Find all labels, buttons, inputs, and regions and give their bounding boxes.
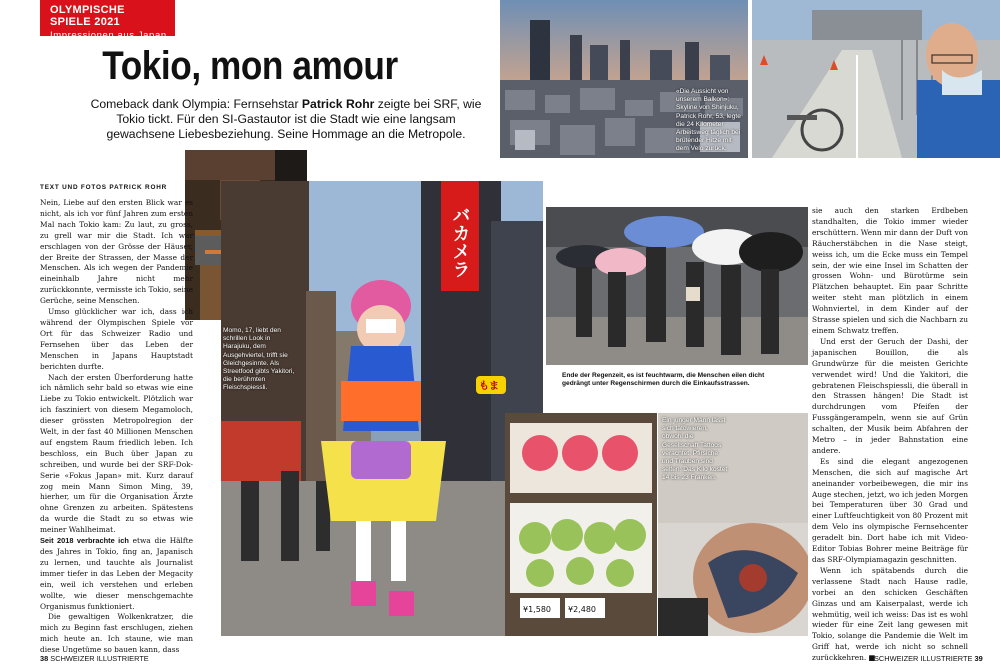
momo-caption: Momo, 17, liebt den schrillen Look in Harajuku, dem Ausgehviertel, trifft sie Gleichgesinnte. Als Streetfood gibts Yakitori, die berühmten Fleischspiessli. <box>223 327 295 392</box>
paragraph-lead-in: Seit 2018 verbrachte ich <box>40 536 129 546</box>
page-number-left: 38 <box>40 654 49 663</box>
folio-left <box>40 654 149 663</box>
folio-right <box>874 654 983 663</box>
paragraph: Nein, Liebe auf den ersten Blick war es nicht, als ich vor fünf Jahren zum ersten Mal nach Tokio kam: Zu laut, zu gross, zu grell war mir die Stadt. Ich war erschlagen von der Grösse der Häuser, der Breite der Strassen, der Masse der Menschen. Als ich wegen der Pandemie eineinhalb Jahre nicht mehr zurückkonnte, vermisste ich Tokio, seine Gerüche, seine Menschen. <box>40 198 193 306</box>
body-column-left <box>40 198 193 656</box>
lead-text-start: Comeback dank Olympia: Fernsehstar <box>90 97 302 111</box>
lead-author-name: Patrick Rohr <box>301 97 375 111</box>
lead-paragraph <box>88 97 484 142</box>
price-tag-1: ¥1,580 <box>523 605 551 614</box>
paragraph: Und erst der Geruch der Dashi, der japanischen Bouillon, die als Grundwürze für die meisten Gerichte verwendet wird! Und die Yakitori, die gebratenen Fleischspiessli, die überall in den Strassen hängen! Die Stadt ist durchdrungen vom Pfeifen der Fussgängerampeln, wenn sie auf Grün schalten, der Musik beim Abfahren der Metro – in jeder Bahnstation eine andere. <box>812 336 968 455</box>
body-column-right <box>812 206 968 664</box>
paragraph: Es sind die elegant angezogenen Menschen, die sich auf magische Art aneinander vorbeibewegen, die mir ins Auge stechen, jetzt, wo ich jeden Morgen bei Temperaturen über 30 Grad und einer Luftfeuchtigkeit von 80 Prozent mit dem Velo ins olympische Fernsehcenter geradelt bin. Dort habe ich mit Video-Editor Tobias Bohrer meine Beiträge für das SRF-Olympiamagazin geschnitten. <box>812 456 968 564</box>
paragraph: Nach der ersten Überforderung hatte ich nämlich sehr bald so etwas wie eine Liebe zu Tokio entwickelt. Plötzlich war ich fasziniert von diesem Megamoloch, dieser grössten Metropolregion der Welt, in der fast 40 Millionen Menschen auf engstem Raum friedlich leben. Ich beschloss, ein Buch über Japan zu schreiben, und wurde bei der SRF-Dok-Serie «Fokus Japan» mit. Kurz darauf zog mein Mann Simon Ming, 39, hierher, um für die Organisation Ärzte ohne Grenzen zu arbeiten. Spätestens da wurde die Stadt zu so etwas wie meiner Wahlheimat. <box>40 372 193 535</box>
tattoo-caption: Ein junger Mann lässt sich tätowieren, obwohl die Gesellschaft Tattoos verachtet. Pfirsiche und Trauben sind selten: Das Kilo kostet 14 bis 23 Franken. <box>662 417 728 482</box>
kicker-title: OLYMPISCHE SPIELE 2021 <box>50 4 125 28</box>
paragraph <box>40 536 193 612</box>
momo-photo <box>221 181 543 636</box>
paragraph: sie auch den starken Erdbeben standhalten, die Tokio immer wieder erschüttern. Wenn mir dann der Duft von Räucherstäbchen in die Nase steigt, weiss ich, um die Ecke muss ein Tempel sein, der wie eine Insel im Schatten der grossen Wohn- und Bürotürme sein Plätzchen behauptet. Ein paar Schritte weiter steht man plötzlich in einem Wohnviertel, in dem Kinder auf der Strasse spielen und sich die Nachbarn zu einem Schwatz treffen. <box>812 206 968 335</box>
magazine-name-right: SCHWEIZER ILLUSTRIERTE <box>874 654 973 663</box>
badge-text: もま <box>479 381 499 392</box>
lead-text-end: zeigte bei SRF, wie Tokio tickt. Für den SI-Gastautor ist die Stadt wie eine langsam gewachsene Liebesbeziehung. Seine Hommage an die Metropole. <box>106 97 482 141</box>
section-kicker <box>40 0 175 41</box>
umbrellas-caption: Ende der Regenzeit, es ist feuchtwarm, die Menschen eilen dicht gedrängt unter Regenschirmen durch die Einkaufsstrassen. <box>562 372 765 388</box>
umbrellas-photo <box>546 207 808 365</box>
momo-street-image <box>221 181 543 636</box>
paragraph: Umso glücklicher war ich, dass ich während der Olympischen Spiele vor Ort für das Schweizer Radio und Fernsehen über das Leben der Menschen in Japans Hauptstadt berichten durfte. <box>40 307 193 371</box>
selfie-image <box>752 0 1000 158</box>
paragraph: Wenn ich spätabends durch die verlassene Stadt nach Hause radle, vorbei an den schicken Geschäften Ginzas und am Kaiserpalast, werde ich wehmütig, weil ich weiss: Das ist es wohl wieder für eine Zeit lang gewesen mit Tokio, solange die Pandemie die Welt im Griff hat, werde ich nicht so schnell zurückkehren. ■ <box>812 565 968 663</box>
page-title: Tokio, mon amour <box>102 44 398 88</box>
page-number-right: 39 <box>974 654 983 663</box>
tattoo-photo <box>658 413 808 636</box>
fruit-photo <box>505 413 657 636</box>
price-tag-2: ¥2,480 <box>568 605 596 614</box>
fruit-image <box>505 413 657 636</box>
kicker-subtitle: Impressionen aus Japan <box>50 30 167 41</box>
skyline-photo <box>500 0 748 158</box>
shop-sign-text: バカメラ <box>449 206 471 278</box>
selfie-photo <box>752 0 1000 158</box>
paragraph: Die gewaltigen Wolkenkratzer, die mich zu Beginn fast erschlugen, ziehen mich heute an. Ich staune, wie man diese Ungetüme so bauen kann, dass <box>40 612 193 655</box>
skyline-caption: «Die Aussicht von unserem Balkon»: Skyline von Shinjuku, Patrick Rohr, 53, legte die 24 Kilometer Arbeitsweg täglich bei brütender Hitze mit dem Velo zurück. <box>676 88 741 153</box>
magazine-name-left: SCHWEIZER ILLUSTRIERTE <box>50 654 149 663</box>
umbrellas-image <box>546 207 808 365</box>
byline: TEXT UND FOTOS PATRICK ROHR <box>40 184 168 191</box>
paragraph-text: etwa die Hälfte des Jahres in Tokio, fing an, Japanisch zu lernen, und tauchte als Journalist immer tiefer in das Leben der Megacity ein, weil ich verstehen und erleben wollte, wie dieser menschgemachte Organismus funktioniert. <box>40 536 193 611</box>
